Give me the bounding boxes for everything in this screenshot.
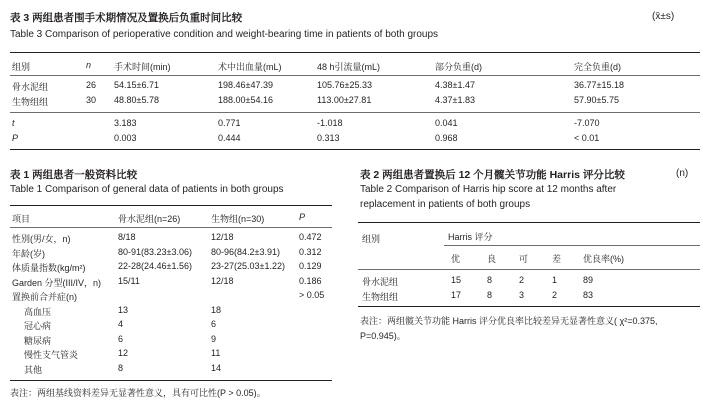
table3-header-op-time: 手术时间(min) bbox=[114, 62, 171, 72]
table2-bottom-rule bbox=[358, 306, 700, 307]
table1-cell: 慢性支气管炎 bbox=[24, 350, 79, 360]
table3-cell: 48.80±5.78 bbox=[114, 95, 159, 105]
table3-cell: 113.00±27.81 bbox=[317, 95, 372, 105]
table3-cell: -7.070 bbox=[574, 118, 600, 128]
table1-cell: 80-91(83.23±3.06) bbox=[118, 246, 192, 257]
table2-title-en-1: Table 2 Comparison of Harris hip score at 12 months after bbox=[360, 184, 617, 195]
table2-cell: 生物组组 bbox=[362, 292, 399, 302]
table1-cell: 13 bbox=[118, 304, 129, 315]
table2-cell: 15 bbox=[451, 275, 462, 285]
table1-cell: 18 bbox=[211, 304, 222, 315]
table3-bottom-rule bbox=[10, 149, 700, 150]
table1-cell: 冠心病 bbox=[24, 321, 52, 331]
table2-cell: 17 bbox=[451, 290, 462, 300]
table1-cell: > 0.05 bbox=[299, 290, 325, 300]
table3-cell: 生物组组 bbox=[12, 97, 49, 107]
table2-note-2: P=0.945)。 bbox=[360, 331, 406, 341]
table2-cell: 1 bbox=[552, 275, 558, 285]
table3-cell: -1.018 bbox=[317, 118, 343, 128]
table2-header-group: 组别 bbox=[362, 234, 381, 244]
table2-top-rule bbox=[358, 222, 700, 223]
table3-cell: 骨水泥组 bbox=[12, 82, 49, 92]
table1-header-bio: 生物组(n=30) bbox=[211, 214, 265, 224]
table3-top-rule bbox=[10, 52, 700, 53]
table3-cell: 4.37±1.83 bbox=[435, 95, 475, 105]
table2-cell: 3 bbox=[519, 290, 525, 300]
table3-header-partial: 部分负重(d) bbox=[435, 62, 482, 72]
table2-header-rule bbox=[358, 269, 700, 270]
table1-cell: 80-96(84.2±3.91) bbox=[211, 246, 280, 257]
table1-cell: 0.129 bbox=[299, 261, 322, 271]
table3-header-full: 完全负重(d) bbox=[574, 62, 621, 72]
table2-cell: 8 bbox=[487, 275, 493, 285]
table2-cell: 骨水泥组 bbox=[362, 277, 399, 287]
table2-cell: 2 bbox=[519, 275, 525, 285]
table2-unit: (n) bbox=[676, 168, 689, 179]
table2-subheader: 优良率(%) bbox=[583, 254, 624, 264]
table3-cell: 54.15±6.71 bbox=[114, 80, 159, 90]
table2-header-harris: Harris 评分 bbox=[448, 232, 493, 242]
table1-bottom-rule bbox=[10, 380, 332, 381]
table3-cell: < 0.01 bbox=[574, 133, 600, 143]
table3-header-blood-loss: 术中出血量(mL) bbox=[218, 62, 282, 72]
table1-cell: 22-28(24.46±1.56) bbox=[118, 261, 192, 271]
table3-cell: 26 bbox=[86, 80, 97, 90]
table1-cell: Garden 分型(III/IV，n) bbox=[12, 277, 102, 288]
table3-title-cn: 表 3 两组患者围手术期情况及置换后负重时间比较 bbox=[10, 12, 243, 24]
table1-cell: 8/18 bbox=[118, 232, 136, 242]
table3-cell: 188.00±54.16 bbox=[218, 95, 273, 105]
table1-cell: 体质量指数(kg/m²) bbox=[12, 263, 86, 273]
table3-cell: 105.76±25.33 bbox=[317, 80, 372, 90]
table1-cell: 12/18 bbox=[211, 275, 234, 286]
table3-cell: P bbox=[12, 133, 19, 143]
table3-cell: 57.90±5.75 bbox=[574, 95, 619, 105]
table2-subheader: 良 bbox=[487, 254, 497, 264]
table1-title-cn: 表 1 两组患者一般资料比较 bbox=[10, 169, 138, 181]
table3-stats-rule bbox=[10, 112, 700, 113]
table2-cell: 2 bbox=[552, 290, 558, 300]
table1-cell: 8 bbox=[118, 362, 124, 373]
table1-cell: 23-27(25.03±1.22) bbox=[211, 261, 285, 271]
table2-note-1: 表注：两组髋关节功能 Harris 评分优良率比较差异无显著性意义( χ²=0.375, bbox=[360, 316, 658, 326]
table3-header-rule bbox=[10, 75, 700, 76]
table3-cell: 3.183 bbox=[114, 118, 137, 128]
table1-cell: 12 bbox=[118, 348, 129, 358]
table1-cell: 其他 bbox=[24, 364, 43, 375]
table1-cell: 0.472 bbox=[299, 232, 322, 242]
table3-cell: 30 bbox=[86, 95, 97, 105]
table1-cell: 0.186 bbox=[299, 275, 322, 286]
table1-title-en: Table 1 Comparison of general data of patients in both groups bbox=[10, 184, 284, 195]
table1-cell: 4 bbox=[118, 319, 124, 329]
table3-cell: 4.38±1.47 bbox=[435, 80, 475, 90]
table1-header-item: 项目 bbox=[12, 214, 31, 224]
table1-cell: 9 bbox=[211, 333, 217, 344]
table3-cell: 36.77±15.18 bbox=[574, 80, 624, 90]
table2-harris-rule bbox=[444, 245, 700, 246]
table2-subheader: 可 bbox=[519, 254, 529, 264]
table2-cell: 83 bbox=[583, 290, 594, 300]
table3-header-drainage: 48 h引流量(mL) bbox=[317, 62, 381, 72]
table1-cell: 6 bbox=[211, 319, 217, 329]
table2-subheader: 优 bbox=[451, 254, 461, 264]
table1-cell: 糖尿病 bbox=[24, 335, 52, 346]
table3-cell: t bbox=[12, 118, 15, 128]
table3-cell: 0.771 bbox=[218, 118, 241, 128]
table1-cell: 置换前合并症(n) bbox=[12, 292, 77, 302]
table3-cell: 0.003 bbox=[114, 133, 137, 143]
table1-cell: 11 bbox=[211, 348, 221, 358]
table3-cell: 0.041 bbox=[435, 118, 458, 128]
table2-subheader: 差 bbox=[552, 254, 562, 264]
table1-top-rule bbox=[10, 205, 332, 206]
table3-title-en: Table 3 Comparison of perioperative condition and weight-bearing time in patients of both groups bbox=[10, 29, 439, 40]
table2-cell: 89 bbox=[583, 275, 594, 285]
table1-note: 表注：两组基线资料差异无显著性意义，具有可比性(P > 0.05)。 bbox=[10, 388, 266, 398]
table2-cell: 8 bbox=[487, 290, 493, 300]
table1-header-cement: 骨水泥组(n=26) bbox=[118, 214, 181, 224]
table2-title-cn: 表 2 两组患者置换后 12 个月髋关节功能 Harris 评分比较 bbox=[360, 169, 625, 181]
table1-header-p: P bbox=[299, 212, 306, 222]
table1-cell: 15/11 bbox=[118, 275, 140, 286]
table1-cell: 12/18 bbox=[211, 232, 234, 242]
table1-cell: 高血压 bbox=[24, 306, 52, 317]
table3-cell: 198.46±47.39 bbox=[218, 80, 273, 90]
table2-title-en-2: replacement in patients of both groups bbox=[360, 199, 531, 210]
table1-cell: 14 bbox=[211, 362, 222, 373]
table1-cell: 6 bbox=[118, 333, 124, 344]
table1-header-rule bbox=[10, 227, 332, 228]
table3-unit: (x̄±s) bbox=[652, 11, 675, 22]
table1-cell: 年龄(岁) bbox=[12, 248, 45, 259]
table1-cell: 0.312 bbox=[299, 246, 322, 257]
table3-header-n: n bbox=[86, 60, 92, 70]
table1-cell: 性别(男/女，n) bbox=[12, 234, 71, 244]
table3-cell: 0.444 bbox=[218, 133, 241, 143]
table3-header-group: 组别 bbox=[12, 62, 31, 72]
table3-cell: 0.313 bbox=[317, 133, 340, 143]
table3-cell: 0.968 bbox=[435, 133, 458, 143]
